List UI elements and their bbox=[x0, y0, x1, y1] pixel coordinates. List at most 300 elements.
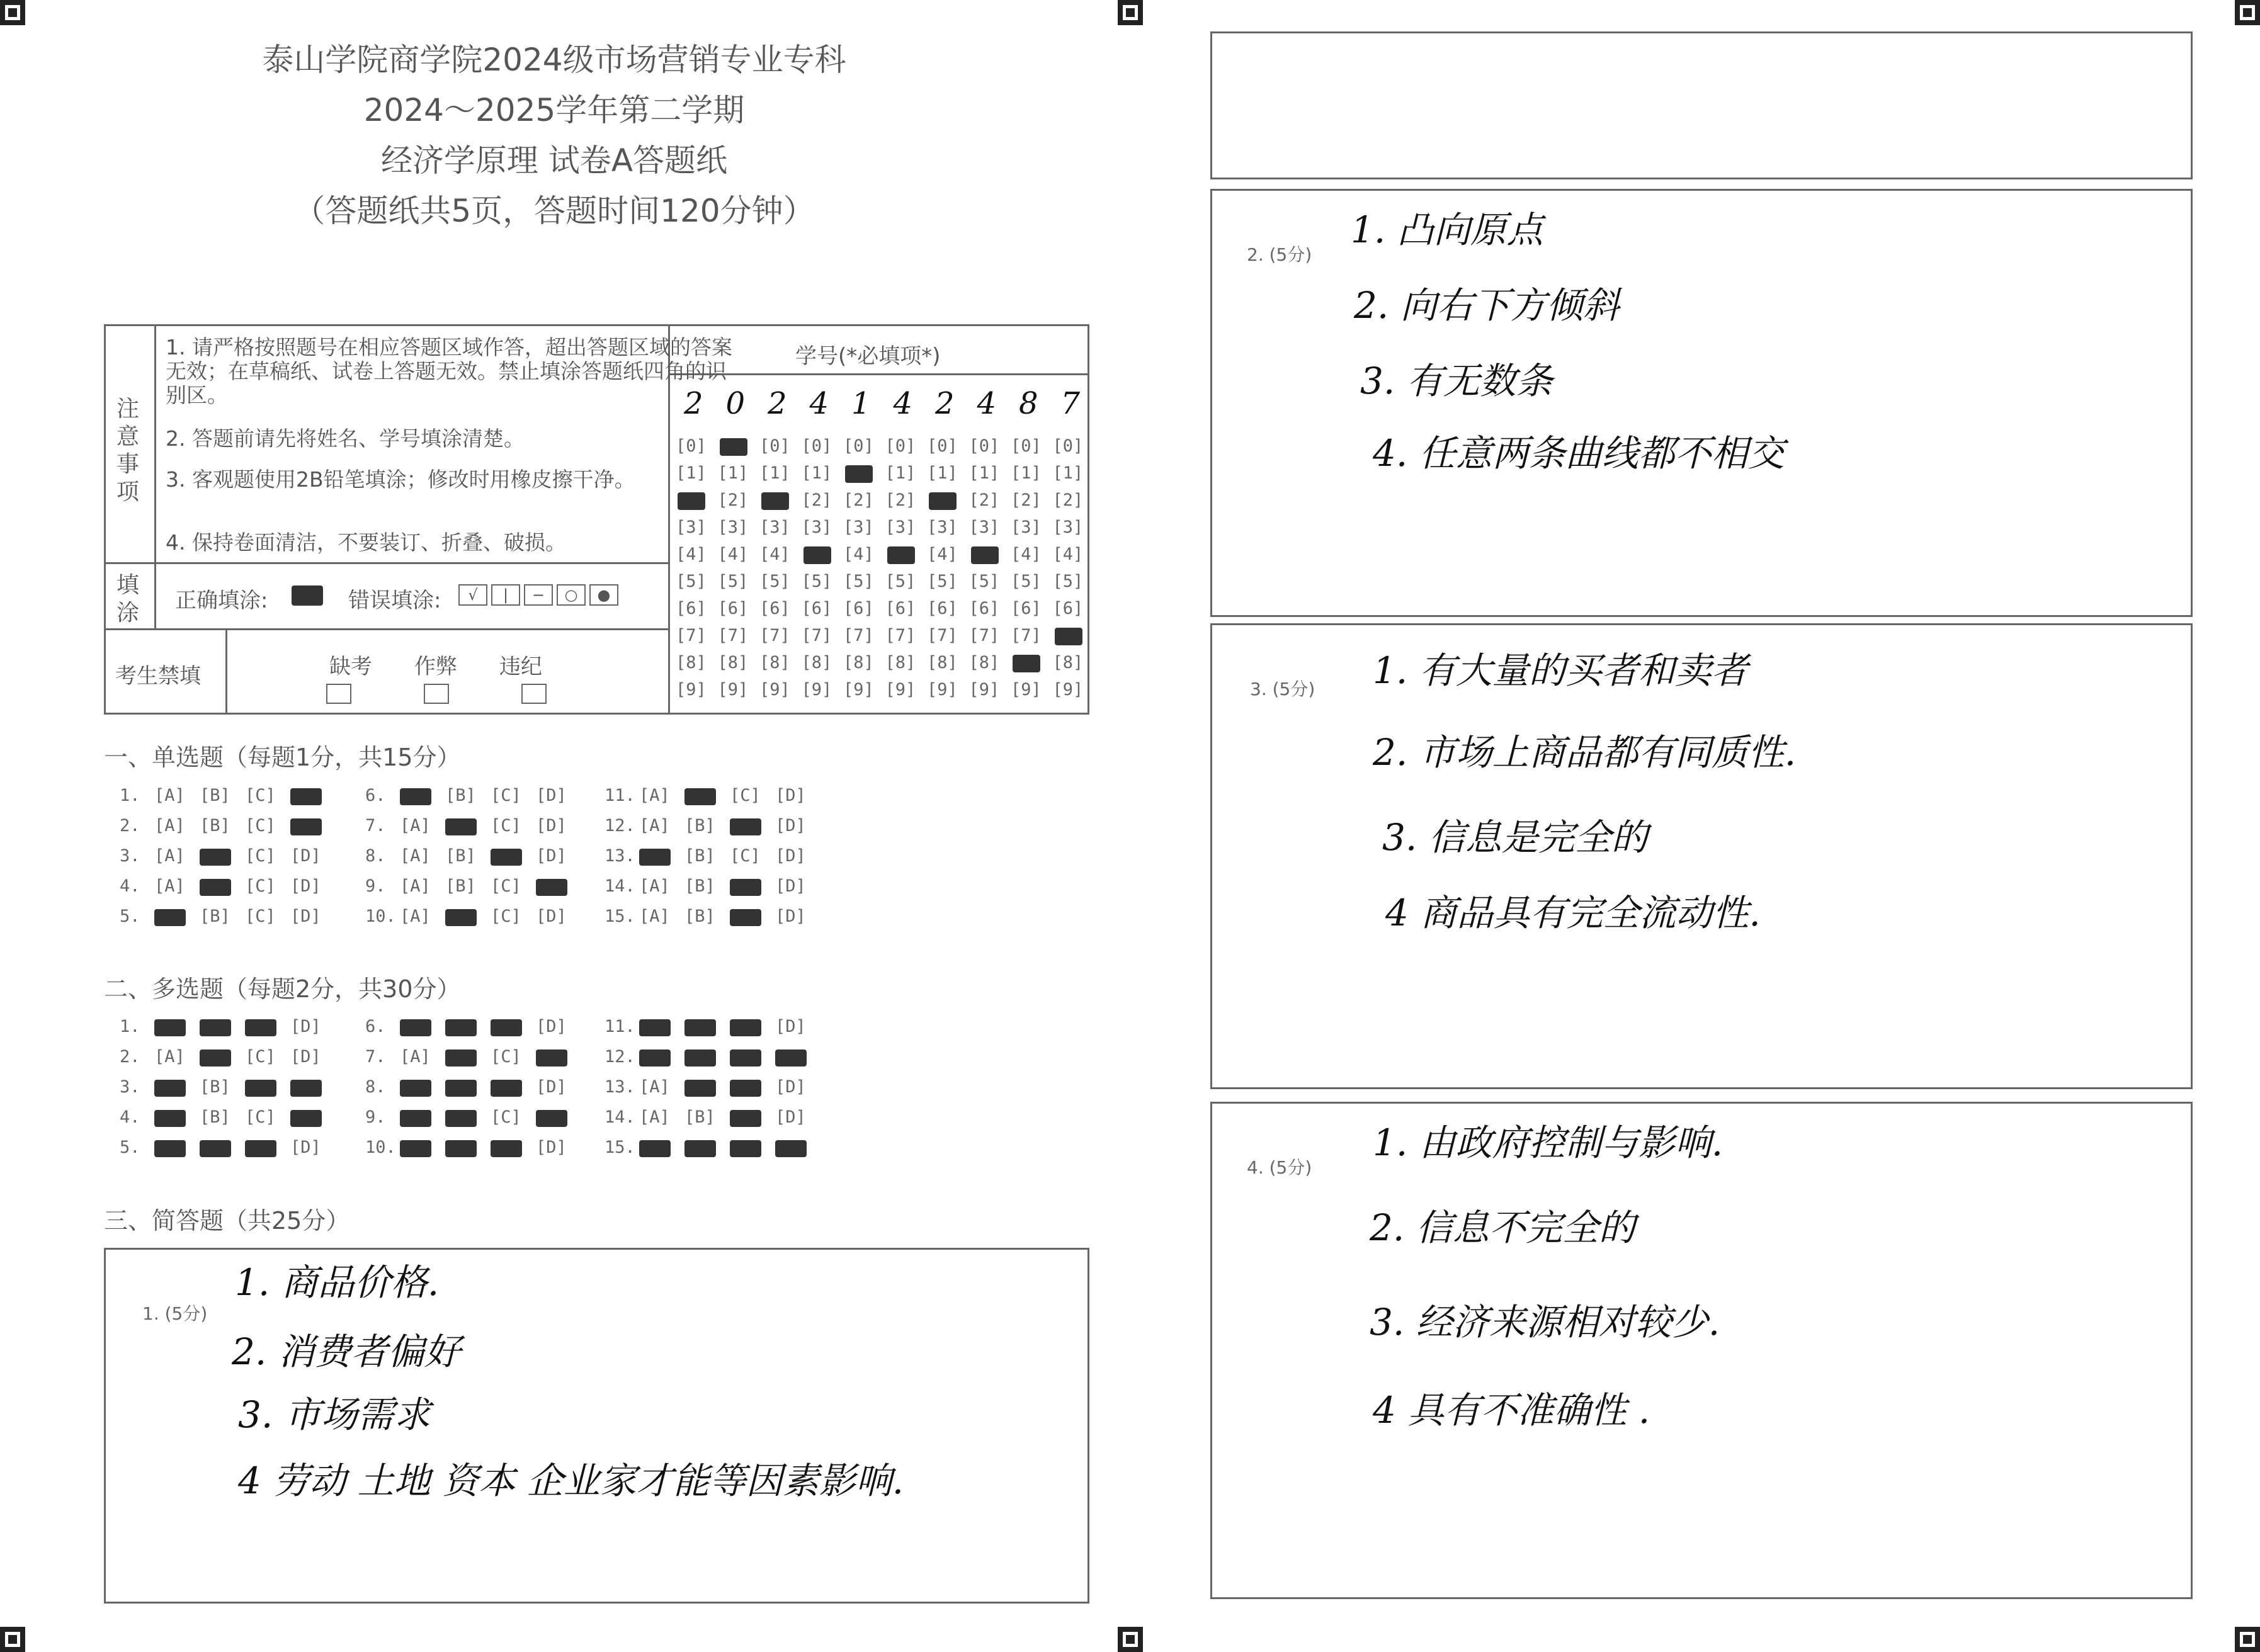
multi-choice-option-filled[interactable] bbox=[730, 1140, 761, 1157]
multi-choice-question-number: 14. bbox=[605, 1107, 635, 1127]
single-choice-question-number: 11. bbox=[605, 786, 635, 805]
student-id-bubble: [3] bbox=[927, 518, 958, 537]
student-id-bubble: [9] bbox=[801, 680, 832, 699]
student-id-bubble: [9] bbox=[968, 680, 1000, 699]
single-choice-option[interactable]: [A] bbox=[639, 816, 670, 835]
single-choice-option-filled[interactable] bbox=[290, 788, 322, 805]
student-id-bubble: [5] bbox=[1052, 572, 1084, 591]
multi-choice-question-number: 11. bbox=[605, 1017, 635, 1036]
student-id-bubble: [5] bbox=[885, 572, 916, 591]
multi-choice-option-filled[interactable] bbox=[154, 1019, 186, 1036]
multi-choice-option-filled[interactable] bbox=[290, 1080, 322, 1097]
multi-choice-option-filled[interactable] bbox=[200, 1019, 231, 1036]
answer-box-1 bbox=[104, 1248, 1089, 1604]
student-id-bubble: [7] bbox=[801, 626, 832, 645]
single-choice-option-filled[interactable] bbox=[400, 788, 431, 805]
single-choice-option[interactable]: [B] bbox=[684, 846, 715, 866]
single-choice-option[interactable]: [C] bbox=[245, 876, 276, 896]
section-multi-title: 二、多选题（每题2分，共30分） bbox=[104, 975, 461, 1003]
student-id-bubble: [4] bbox=[759, 545, 790, 564]
student-id-bubble-filled bbox=[929, 492, 957, 510]
multi-choice-option[interactable]: [A] bbox=[639, 1107, 670, 1127]
answer-1-line-2: 2. 消费者偏好 bbox=[232, 1330, 461, 1373]
notice-item-3: 3. 客观题使用2B铅笔填涂；修改时用橡皮擦干净。 bbox=[166, 467, 635, 492]
answer-1-line-1: 1. 商品价格. bbox=[235, 1261, 440, 1304]
single-choice-option[interactable]: [D] bbox=[775, 876, 806, 896]
single-choice-option[interactable]: [A] bbox=[154, 876, 185, 896]
answer-1-score: 1. (5分) bbox=[142, 1303, 208, 1324]
student-id-bubble: [8] bbox=[759, 653, 790, 672]
multi-choice-option[interactable]: [B] bbox=[684, 1107, 715, 1127]
single-choice-option-filled[interactable] bbox=[445, 909, 477, 926]
student-id-bubble: [8] bbox=[717, 653, 749, 672]
corner-mark-bottom-left bbox=[0, 1627, 25, 1652]
single-choice-option-filled[interactable] bbox=[684, 788, 716, 805]
student-id-bubble-filled bbox=[887, 546, 915, 564]
student-id-bubble-filled bbox=[971, 546, 999, 564]
multi-choice-option[interactable]: [D] bbox=[775, 1077, 806, 1097]
section-single-title: 一、单选题（每题1分，共15分） bbox=[104, 744, 461, 771]
student-id-bubble: [1] bbox=[927, 463, 958, 483]
single-choice-question-number: 3. bbox=[120, 846, 140, 866]
multi-choice-option-filled[interactable] bbox=[200, 1049, 231, 1066]
student-id-bubble-filled bbox=[761, 492, 789, 510]
single-choice-option[interactable]: [D] bbox=[536, 786, 567, 805]
student-id-bubble: [9] bbox=[843, 680, 874, 699]
student-id-bubble: [2] bbox=[1011, 490, 1042, 510]
student-id-bubble: [8] bbox=[927, 653, 958, 672]
student-id-bubble: [7] bbox=[676, 626, 707, 645]
answer-2-line-1: 1. 凸向原点 bbox=[1351, 208, 1543, 251]
student-id-bubble: [6] bbox=[717, 599, 749, 618]
student-id-bubble: [5] bbox=[676, 572, 707, 591]
single-choice-option[interactable]: [D] bbox=[775, 907, 806, 926]
multi-choice-question-number: 7. bbox=[365, 1047, 386, 1066]
student-id-label: 学号(*必填项*) bbox=[795, 344, 941, 369]
multi-choice-option-filled[interactable] bbox=[491, 1140, 522, 1157]
multi-choice-option-filled[interactable] bbox=[400, 1019, 431, 1036]
student-id-bubble: [8] bbox=[676, 653, 707, 672]
student-id-bubble: [2] bbox=[968, 490, 1000, 510]
multi-choice-option-filled[interactable] bbox=[245, 1080, 276, 1097]
answer-4-line-1: 1. 由政府控制与影响. bbox=[1373, 1121, 1723, 1164]
student-id-bubble: [4] bbox=[843, 545, 874, 564]
single-choice-option-filled[interactable] bbox=[290, 818, 322, 835]
student-id-bubble: [9] bbox=[885, 680, 916, 699]
student-id-bubble: [2] bbox=[801, 490, 832, 510]
single-choice-question-number: 2. bbox=[120, 816, 140, 835]
student-id-bubble: [4] bbox=[676, 545, 707, 564]
student-id-bubble-filled bbox=[1055, 628, 1082, 645]
single-choice-option[interactable]: [D] bbox=[775, 846, 806, 866]
single-choice-option[interactable]: [C] bbox=[245, 907, 276, 926]
multi-choice-question-number: 2. bbox=[120, 1047, 140, 1066]
multi-choice-option-filled[interactable] bbox=[639, 1140, 671, 1157]
multi-choice-option[interactable]: [B] bbox=[200, 1107, 230, 1127]
single-choice-option[interactable]: [A] bbox=[400, 846, 431, 866]
student-id-bubble: [8] bbox=[801, 653, 832, 672]
student-id-bubble: [7] bbox=[717, 626, 749, 645]
student-id-bubble: [1] bbox=[1052, 463, 1084, 483]
multi-choice-option[interactable]: [B] bbox=[200, 1077, 230, 1097]
forbid-cheat-checkbox[interactable] bbox=[424, 684, 449, 704]
student-id-bubble: [0] bbox=[927, 436, 958, 456]
answer-3-line-4: 4 商品具有完全流动性. bbox=[1385, 891, 1761, 934]
student-id-bubble: [0] bbox=[885, 436, 916, 456]
student-id-bubble: [5] bbox=[717, 572, 749, 591]
student-id-digit-9: 8 bbox=[1019, 386, 1038, 421]
answer-1-line-4: 4 劳动 土地 资本 企业家才能等因素影响. bbox=[238, 1459, 904, 1502]
correct-fill-label: 正确填涂: bbox=[175, 588, 268, 613]
answer-4-line-3: 3. 经济来源相对较少. bbox=[1370, 1301, 1720, 1344]
forbid-absent: 缺考 bbox=[329, 654, 372, 679]
student-id-bubble: [9] bbox=[1011, 680, 1042, 699]
student-id-bubble: [5] bbox=[968, 572, 1000, 591]
single-choice-option[interactable]: [B] bbox=[684, 816, 715, 835]
single-choice-question-number: 1. bbox=[120, 786, 140, 805]
multi-choice-option-filled[interactable] bbox=[400, 1080, 431, 1097]
single-choice-question-number: 10. bbox=[365, 907, 396, 926]
single-choice-option[interactable]: [D] bbox=[290, 846, 321, 866]
student-id-bubble: [9] bbox=[717, 680, 749, 699]
multi-choice-option[interactable]: [D] bbox=[536, 1138, 567, 1157]
answer-3-line-3: 3. 信息是完全的 bbox=[1382, 816, 1648, 859]
corner-mark-top-middle bbox=[1118, 0, 1143, 25]
student-id-bubble: [0] bbox=[968, 436, 1000, 456]
student-id-bubble: [3] bbox=[1052, 518, 1084, 537]
student-id-bubble: [9] bbox=[759, 680, 790, 699]
single-choice-option[interactable]: [C] bbox=[491, 907, 521, 926]
student-id-bubble: [7] bbox=[843, 626, 874, 645]
single-choice-question-number: 8. bbox=[365, 846, 386, 866]
single-choice-question-number: 13. bbox=[605, 846, 635, 866]
student-id-bubble: [7] bbox=[968, 626, 1000, 645]
single-choice-option[interactable]: [D] bbox=[290, 876, 321, 896]
single-choice-option[interactable]: [C] bbox=[245, 816, 276, 835]
student-id-bubble: [9] bbox=[927, 680, 958, 699]
single-choice-option[interactable]: [B] bbox=[684, 876, 715, 896]
single-choice-option[interactable]: [A] bbox=[639, 907, 670, 926]
answer-box-top-blank bbox=[1210, 31, 2193, 179]
answer-4-line-4: 4 具有不准确性 . bbox=[1373, 1389, 1650, 1432]
student-id-bubble: [4] bbox=[717, 545, 749, 564]
single-choice-option-filled[interactable] bbox=[491, 849, 522, 866]
single-choice-option[interactable]: [C] bbox=[491, 786, 521, 805]
student-id-bubble: [0] bbox=[1011, 436, 1042, 456]
forbid-label: 考生禁填 bbox=[115, 664, 201, 689]
student-id-bubble: [8] bbox=[1052, 653, 1084, 672]
single-choice-option[interactable]: [C] bbox=[491, 876, 521, 896]
multi-choice-option[interactable]: [A] bbox=[639, 1077, 670, 1097]
multi-choice-option[interactable]: [C] bbox=[245, 1107, 276, 1127]
student-id-bubble-filled bbox=[1013, 655, 1040, 672]
multi-choice-question-number: 1. bbox=[120, 1017, 140, 1036]
single-choice-option[interactable]: [A] bbox=[639, 786, 670, 805]
student-id-digit-10: 7 bbox=[1060, 386, 1081, 421]
multi-choice-question-number: 5. bbox=[120, 1138, 140, 1157]
notice-item-1: 1. 请严格按照题号在相应答题区域作答，超出答题区域的答案无效；在草稿纸、试卷上答题无效。禁止填涂答题纸四角的识别区。 bbox=[166, 335, 732, 407]
student-id-bubble: [1] bbox=[759, 463, 790, 483]
header-note: （答题纸共5页，答题时间120分钟） bbox=[293, 193, 815, 229]
student-id-bubble: [3] bbox=[885, 518, 916, 537]
header-exam: 经济学原理 试卷A答题纸 bbox=[380, 142, 728, 179]
single-choice-option[interactable]: [D] bbox=[536, 846, 567, 866]
wrong-fill-samples: √ | − ○ ● bbox=[458, 584, 622, 606]
multi-choice-option-filled[interactable] bbox=[684, 1049, 716, 1066]
multi-choice-option-filled[interactable] bbox=[775, 1140, 807, 1157]
student-id-bubble: [8] bbox=[885, 653, 916, 672]
single-choice-option[interactable]: [A] bbox=[400, 876, 431, 896]
multi-choice-option-filled[interactable] bbox=[730, 1110, 761, 1127]
multi-choice-question-number: 9. bbox=[365, 1107, 386, 1127]
single-choice-option-filled[interactable] bbox=[445, 818, 477, 835]
multi-choice-option-filled[interactable] bbox=[536, 1110, 567, 1127]
multi-choice-question-number: 10. bbox=[365, 1138, 396, 1157]
student-id-bubble: [8] bbox=[843, 653, 874, 672]
answer-box-2 bbox=[1210, 189, 2193, 617]
forbid-absent-checkbox[interactable] bbox=[326, 684, 351, 704]
multi-choice-option-filled[interactable] bbox=[445, 1110, 477, 1127]
single-choice-option-filled[interactable] bbox=[639, 849, 671, 866]
student-id-bubble: [1] bbox=[676, 463, 707, 483]
student-id-bubble: [1] bbox=[717, 463, 749, 483]
corner-mark-bottom-right bbox=[2235, 1627, 2260, 1652]
student-id-bubble: [1] bbox=[1011, 463, 1042, 483]
single-choice-question-number: 6. bbox=[365, 786, 386, 805]
corner-mark-top-left bbox=[0, 0, 25, 25]
single-choice-option-filled[interactable] bbox=[154, 909, 186, 926]
header-term: 2024～2025学年第二学期 bbox=[363, 92, 745, 128]
answer-4-score: 4. (5分) bbox=[1247, 1157, 1312, 1178]
student-id-digit-3: 2 bbox=[768, 386, 787, 421]
single-choice-option[interactable]: [A] bbox=[154, 846, 185, 866]
multi-choice-option-filled[interactable] bbox=[684, 1019, 716, 1036]
answer-3-line-2: 2. 市场上商品都有同质性. bbox=[1373, 731, 1797, 774]
instruction-table bbox=[104, 324, 1089, 715]
single-choice-question-number: 12. bbox=[605, 816, 635, 835]
student-id-bubble: [7] bbox=[759, 626, 790, 645]
student-id-bubble: [1] bbox=[885, 463, 916, 483]
single-choice-option[interactable]: [D] bbox=[775, 786, 806, 805]
multi-choice-option[interactable]: [C] bbox=[491, 1047, 521, 1066]
single-choice-option[interactable]: [C] bbox=[245, 786, 276, 805]
student-id-bubble: [6] bbox=[801, 599, 832, 618]
student-id-bubble-filled bbox=[845, 465, 873, 483]
student-id-bubble: [6] bbox=[885, 599, 916, 618]
answer-box-3 bbox=[1210, 623, 2193, 1089]
student-id-bubble: [5] bbox=[1011, 572, 1042, 591]
single-choice-option[interactable]: [B] bbox=[445, 786, 476, 805]
answer-2-line-3: 3. 有无数条 bbox=[1360, 359, 1553, 402]
multi-choice-option-filled[interactable] bbox=[154, 1140, 186, 1157]
student-id-bubble: [6] bbox=[927, 599, 958, 618]
multi-choice-option-filled[interactable] bbox=[775, 1049, 807, 1066]
multi-choice-option[interactable]: [D] bbox=[290, 1047, 321, 1066]
multi-choice-option-filled[interactable] bbox=[154, 1080, 186, 1097]
student-id-bubble: [5] bbox=[801, 572, 832, 591]
multi-choice-option-filled[interactable] bbox=[290, 1110, 322, 1127]
single-choice-option[interactable]: [C] bbox=[730, 786, 761, 805]
answer-3-line-1: 1. 有大量的买者和卖者 bbox=[1373, 649, 1748, 692]
student-id-digit-5: 1 bbox=[851, 386, 871, 421]
student-id-bubble: [0] bbox=[676, 436, 707, 456]
single-choice-option[interactable]: [B] bbox=[445, 876, 476, 896]
single-choice-option-filled[interactable] bbox=[200, 879, 231, 896]
multi-choice-option[interactable]: [C] bbox=[245, 1047, 276, 1066]
student-id-digit-4: 4 bbox=[809, 386, 829, 421]
student-id-bubble: [4] bbox=[1011, 545, 1042, 564]
multi-choice-option-filled[interactable] bbox=[684, 1080, 716, 1097]
single-choice-option[interactable]: [D] bbox=[536, 816, 567, 835]
student-id-bubble: [1] bbox=[968, 463, 1000, 483]
single-choice-option[interactable]: [C] bbox=[491, 816, 521, 835]
multi-choice-option[interactable]: [D] bbox=[775, 1107, 806, 1127]
student-id-bubble: [3] bbox=[968, 518, 1000, 537]
section-short-title: 三、简答题（共25分） bbox=[104, 1207, 350, 1235]
forbid-violation: 违纪 bbox=[499, 654, 542, 679]
multi-choice-option[interactable]: [D] bbox=[290, 1017, 321, 1036]
single-choice-option[interactable]: [D] bbox=[775, 816, 806, 835]
single-choice-option[interactable]: [A] bbox=[400, 816, 431, 835]
multi-choice-option-filled[interactable] bbox=[154, 1110, 186, 1127]
single-choice-option-filled[interactable] bbox=[730, 909, 761, 926]
single-choice-option[interactable]: [A] bbox=[400, 907, 431, 926]
student-id-bubble: [6] bbox=[968, 599, 1000, 618]
student-id-bubble: [3] bbox=[1011, 518, 1042, 537]
multi-choice-option-filled[interactable] bbox=[730, 1080, 761, 1097]
student-id-bubble: [2] bbox=[843, 490, 874, 510]
student-id-digit-6: 4 bbox=[893, 386, 913, 421]
student-id-bubble: [2] bbox=[1052, 490, 1084, 510]
student-id-bubble: [2] bbox=[885, 490, 916, 510]
single-choice-option[interactable]: [B] bbox=[445, 846, 476, 866]
single-choice-option[interactable]: [D] bbox=[536, 907, 567, 926]
student-id-digit-7: 2 bbox=[935, 386, 955, 421]
multi-choice-option[interactable]: [A] bbox=[400, 1047, 431, 1066]
student-id-bubble: [3] bbox=[801, 518, 832, 537]
student-id-bubble: [5] bbox=[927, 572, 958, 591]
correct-fill-sample bbox=[292, 586, 323, 606]
student-id-bubble: [6] bbox=[843, 599, 874, 618]
single-choice-option[interactable]: [C] bbox=[245, 846, 276, 866]
single-choice-question-number: 9. bbox=[365, 876, 386, 896]
single-choice-option[interactable]: [B] bbox=[200, 786, 230, 805]
wrong-fill-label: 错误填涂: bbox=[348, 588, 441, 613]
student-id-bubble: [2] bbox=[717, 490, 749, 510]
single-choice-option[interactable]: [B] bbox=[200, 907, 230, 926]
single-choice-question-number: 4. bbox=[120, 876, 140, 896]
multi-choice-option-filled[interactable] bbox=[445, 1080, 477, 1097]
multi-choice-option-filled[interactable] bbox=[491, 1019, 522, 1036]
single-choice-option-filled[interactable] bbox=[536, 879, 567, 896]
answer-box-4 bbox=[1210, 1102, 2193, 1599]
single-choice-question-number: 14. bbox=[605, 876, 635, 896]
multi-choice-option-filled[interactable] bbox=[445, 1140, 477, 1157]
single-choice-question-number: 15. bbox=[605, 907, 635, 926]
student-id-digit-1: 2 bbox=[684, 386, 703, 421]
student-id-bubble: [3] bbox=[717, 518, 749, 537]
multi-choice-question-number: 6. bbox=[365, 1017, 386, 1036]
student-id-bubble: [9] bbox=[676, 680, 707, 699]
answer-3-score: 3. (5分) bbox=[1250, 679, 1315, 699]
corner-mark-top-right bbox=[2235, 0, 2260, 25]
student-id-bubble: [4] bbox=[1052, 545, 1084, 564]
multi-choice-option-filled[interactable] bbox=[536, 1049, 567, 1066]
single-choice-option[interactable]: [B] bbox=[200, 816, 230, 835]
multi-choice-option-filled[interactable] bbox=[491, 1080, 522, 1097]
student-id-bubble: [8] bbox=[968, 653, 1000, 672]
multi-choice-option[interactable]: [D] bbox=[290, 1138, 321, 1157]
multi-choice-option[interactable]: [A] bbox=[154, 1047, 185, 1066]
student-id-bubble: [5] bbox=[843, 572, 874, 591]
multi-choice-question-number: 15. bbox=[605, 1138, 635, 1157]
single-choice-option[interactable]: [D] bbox=[290, 907, 321, 926]
student-id-bubble: [5] bbox=[759, 572, 790, 591]
multi-choice-question-number: 4. bbox=[120, 1107, 140, 1127]
multi-choice-option-filled[interactable] bbox=[639, 1019, 671, 1036]
answer-2-line-4: 4. 任意两条曲线都不相交 bbox=[1373, 432, 1785, 475]
multi-choice-option-filled[interactable] bbox=[200, 1140, 231, 1157]
multi-choice-option-filled[interactable] bbox=[730, 1019, 761, 1036]
single-choice-option-filled[interactable] bbox=[730, 818, 761, 835]
multi-choice-option[interactable]: [D] bbox=[775, 1017, 806, 1036]
student-id-bubble: [0] bbox=[801, 436, 832, 456]
multi-choice-option-filled[interactable] bbox=[245, 1140, 276, 1157]
multi-choice-option-filled[interactable] bbox=[730, 1049, 761, 1066]
single-choice-option[interactable]: [A] bbox=[154, 816, 185, 835]
single-choice-option[interactable]: [A] bbox=[639, 876, 670, 896]
student-id-digit-8: 4 bbox=[977, 386, 997, 421]
multi-choice-option-filled[interactable] bbox=[400, 1110, 431, 1127]
multi-choice-question-number: 3. bbox=[120, 1077, 140, 1097]
forbid-violation-checkbox[interactable] bbox=[521, 684, 547, 704]
multi-choice-question-number: 13. bbox=[605, 1077, 635, 1097]
student-id-bubble-filled bbox=[720, 438, 747, 456]
multi-choice-option-filled[interactable] bbox=[684, 1140, 716, 1157]
single-choice-option[interactable]: [A] bbox=[154, 786, 185, 805]
student-id-bubble: [6] bbox=[1052, 599, 1084, 618]
student-id-bubble: [3] bbox=[676, 518, 707, 537]
multi-choice-option[interactable]: [D] bbox=[536, 1017, 567, 1036]
forbid-cheat: 作弊 bbox=[414, 654, 457, 679]
single-choice-option-filled[interactable] bbox=[730, 879, 761, 896]
answer-4-line-2: 2. 信息不完全的 bbox=[1370, 1206, 1635, 1249]
notice-item-2: 2. 答题前请先将姓名、学号填涂清楚。 bbox=[166, 426, 525, 451]
single-choice-option[interactable]: [C] bbox=[730, 846, 761, 866]
notice-item-4: 4. 保持卷面清洁，不要装订、折叠、破损。 bbox=[166, 530, 566, 555]
answer-1-line-3: 3. 市场需求 bbox=[238, 1393, 431, 1436]
single-choice-option-filled[interactable] bbox=[200, 849, 231, 866]
header-school: 泰山学院商学院2024级市场营销专业专科 bbox=[262, 42, 846, 78]
single-choice-question-number: 7. bbox=[365, 816, 386, 835]
multi-choice-option-filled[interactable] bbox=[639, 1049, 671, 1066]
student-id-digit-2: 0 bbox=[725, 386, 746, 421]
multi-choice-option-filled[interactable] bbox=[400, 1140, 431, 1157]
multi-choice-option[interactable]: [D] bbox=[536, 1077, 567, 1097]
student-id-bubble: [6] bbox=[676, 599, 707, 618]
multi-choice-question-number: 8. bbox=[365, 1077, 386, 1097]
student-id-bubble: [7] bbox=[1011, 626, 1042, 645]
student-id-bubble: [4] bbox=[927, 545, 958, 564]
notice-label: 注意事项 bbox=[116, 396, 139, 505]
single-choice-option[interactable]: [B] bbox=[684, 907, 715, 926]
multi-choice-option-filled[interactable] bbox=[445, 1019, 477, 1036]
multi-choice-option-filled[interactable] bbox=[245, 1019, 276, 1036]
multi-choice-option-filled[interactable] bbox=[445, 1049, 477, 1066]
student-id-bubble: [7] bbox=[927, 626, 958, 645]
answer-2-score: 2. (5分) bbox=[1247, 244, 1312, 265]
multi-choice-option[interactable]: [C] bbox=[491, 1107, 521, 1127]
